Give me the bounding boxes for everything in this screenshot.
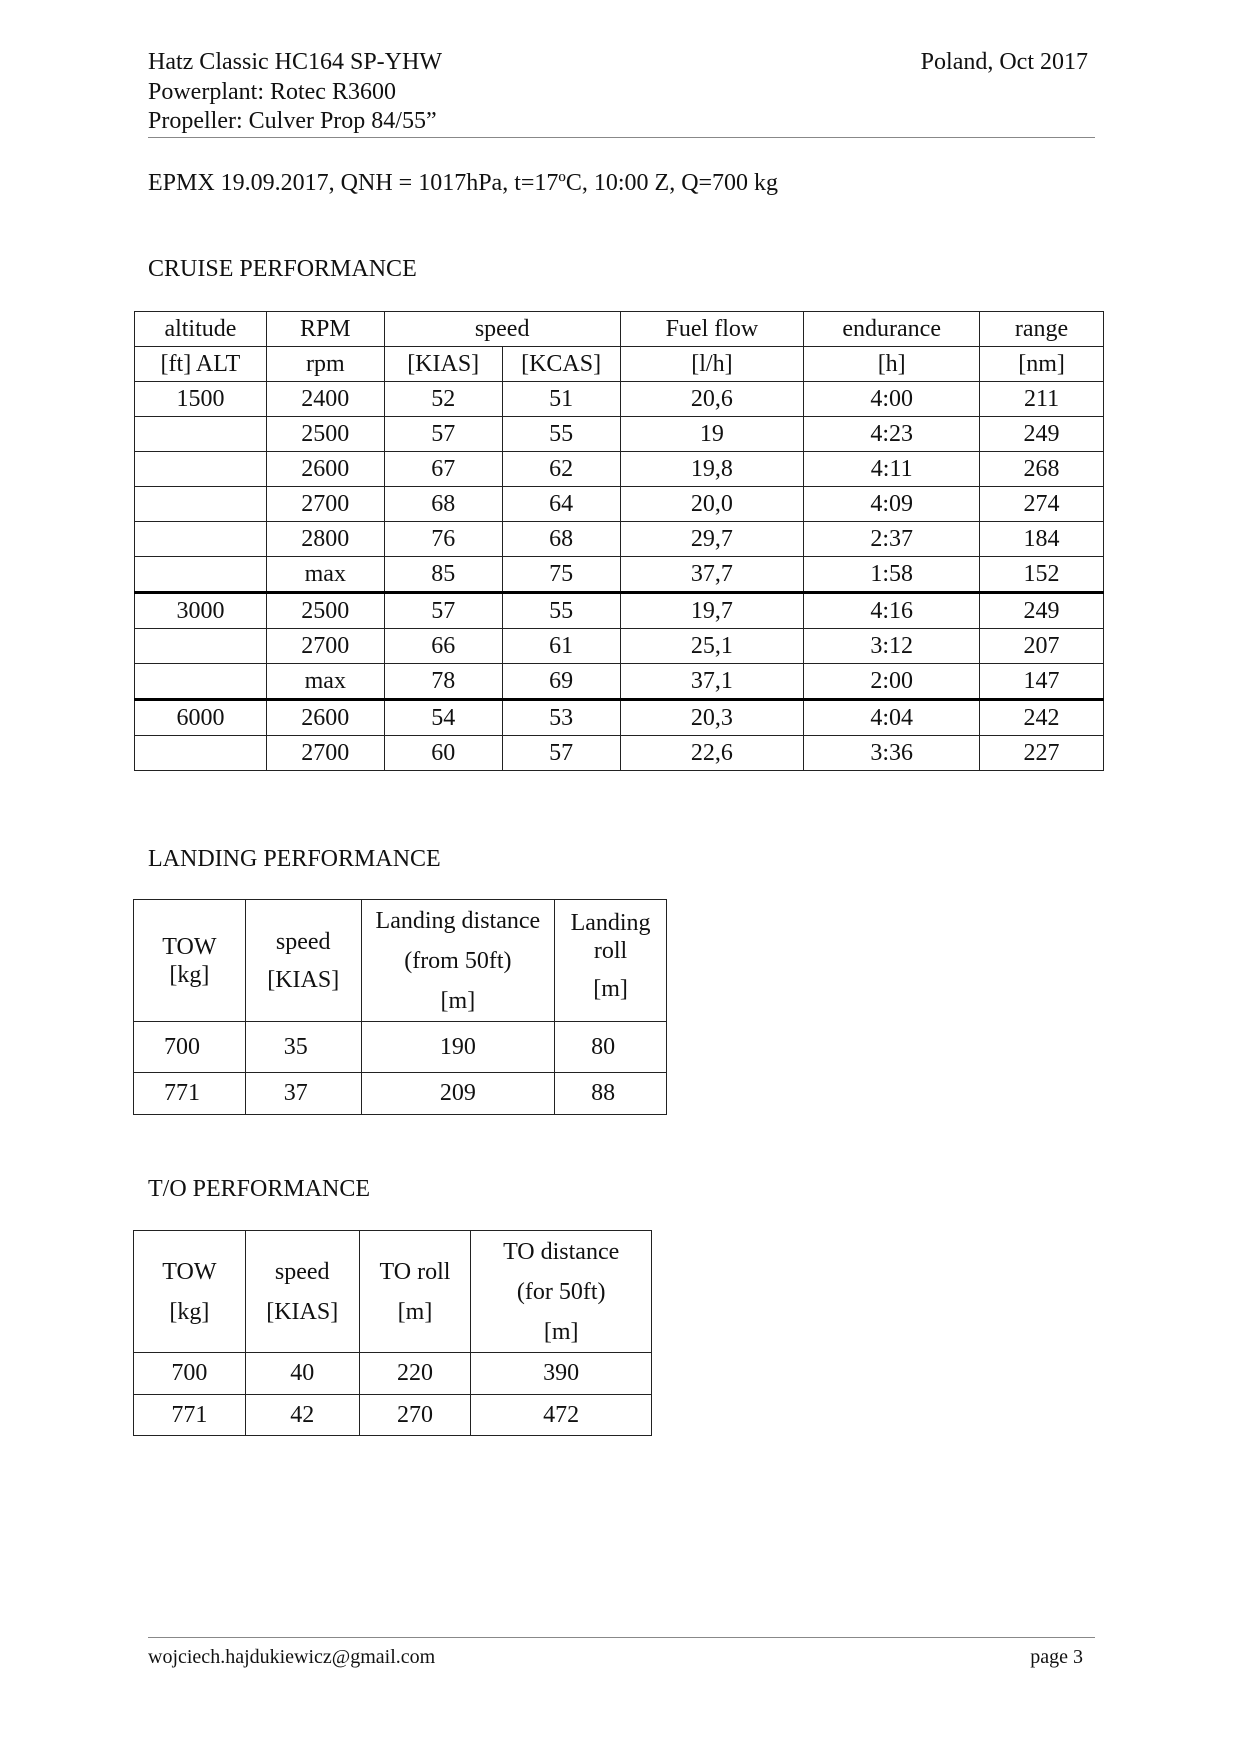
- cell-kcas: 55: [502, 417, 620, 452]
- landing-table: [133, 899, 667, 1115]
- cell-altitude: [135, 736, 267, 771]
- col-speed: speed: [384, 312, 620, 347]
- cell-endurance: 4:00: [804, 382, 980, 417]
- table-row: [134, 1073, 667, 1115]
- cell-kias: 66: [384, 629, 502, 664]
- header-propeller: Propeller: Culver Prop 84/55”: [148, 108, 437, 134]
- landing-col-speed: [245, 900, 361, 1022]
- cell-tow: 771: [134, 1395, 246, 1436]
- label-speed-unit: [KIAS]: [267, 966, 340, 993]
- takeoff-col-tow: [134, 1231, 246, 1353]
- takeoff-col-distance: [471, 1231, 652, 1353]
- cell-rpm: 2500: [266, 593, 384, 629]
- cell-speed: 37: [245, 1073, 361, 1115]
- cell-altitude: 6000: [135, 700, 267, 736]
- cell-endurance: 4:04: [804, 700, 980, 736]
- table-row: [135, 452, 1104, 487]
- cell-landing-roll: 88: [555, 1073, 667, 1115]
- cell-kias: 68: [384, 487, 502, 522]
- label-for-50ft: (for 50ft): [516, 1278, 606, 1305]
- table-row: [135, 593, 1104, 629]
- cruise-header-row: [135, 312, 1104, 347]
- unit-endurance: [h]: [804, 347, 980, 382]
- cell-altitude: [135, 664, 267, 700]
- cell-fuel-flow: 19: [620, 417, 804, 452]
- cell-fuel-flow: 37,7: [620, 557, 804, 593]
- unit-range: [nm]: [980, 347, 1104, 382]
- cell-to-roll: 220: [359, 1353, 471, 1395]
- cell-landing-distance: 209: [361, 1073, 555, 1115]
- cell-rpm: 2500: [266, 417, 384, 452]
- landing-title: LANDING PERFORMANCE: [148, 846, 441, 872]
- header-rule: [148, 137, 1095, 138]
- header-powerplant: Powerplant: Rotec R3600: [148, 79, 396, 105]
- label-to-roll: TO roll: [379, 1258, 451, 1285]
- cell-altitude: [135, 557, 267, 593]
- cell-kias: 57: [384, 417, 502, 452]
- unit-kcas: [KCAS]: [502, 347, 620, 382]
- label-speed: speed: [274, 1258, 330, 1285]
- cell-kias: 67: [384, 452, 502, 487]
- label-speed: speed: [275, 928, 331, 955]
- cruise-title: CRUISE PERFORMANCE: [148, 256, 417, 282]
- takeoff-header-row: [134, 1231, 652, 1353]
- test-conditions: EPMX 19.09.2017, QNH = 1017hPa, t=17ºC, 10:00 Z, Q=700 kg: [148, 170, 779, 196]
- cell-rpm: max: [266, 557, 384, 593]
- cell-kcas: 68: [502, 522, 620, 557]
- table-row: [135, 417, 1104, 452]
- label-distance-unit: [m]: [440, 987, 476, 1014]
- unit-rpm: rpm: [266, 347, 384, 382]
- cell-fuel-flow: 25,1: [620, 629, 804, 664]
- table-row: [135, 557, 1104, 593]
- cell-range: 147: [980, 664, 1104, 700]
- cell-to-distance: 472: [471, 1395, 652, 1436]
- cell-fuel-flow: 20,6: [620, 382, 804, 417]
- cell-endurance: 1:58: [804, 557, 980, 593]
- cell-speed: 42: [245, 1395, 359, 1436]
- cell-endurance: 4:16: [804, 593, 980, 629]
- table-row: [134, 1022, 667, 1073]
- cell-tow: 700: [134, 1022, 246, 1073]
- landing-header-row: [134, 900, 667, 1022]
- cell-kcas: 57: [502, 736, 620, 771]
- cell-kias: 54: [384, 700, 502, 736]
- cell-rpm: max: [266, 664, 384, 700]
- cell-altitude: [135, 629, 267, 664]
- label-to-distance: TO distance: [503, 1238, 620, 1265]
- cell-kcas: 75: [502, 557, 620, 593]
- cell-altitude: [135, 522, 267, 557]
- landing-col-roll: [555, 900, 667, 1022]
- cell-range: 268: [980, 452, 1104, 487]
- cell-kcas: 51: [502, 382, 620, 417]
- footer-rule: [148, 1637, 1095, 1638]
- landing-col-tow: [134, 900, 246, 1022]
- footer-email: wojciech.hajdukiewicz@gmail.com: [148, 1646, 436, 1668]
- cell-speed: 35: [245, 1022, 361, 1073]
- cell-endurance: 2:00: [804, 664, 980, 700]
- label-tow-unit: [kg]: [169, 961, 210, 988]
- label-landing: Landing: [570, 909, 651, 936]
- cell-kcas: 55: [502, 593, 620, 629]
- label-tow: TOW: [162, 1258, 217, 1285]
- cell-endurance: 4:09: [804, 487, 980, 522]
- header-location-date: Poland, Oct 2017: [920, 49, 1088, 75]
- cell-kias: 76: [384, 522, 502, 557]
- cell-kias: 85: [384, 557, 502, 593]
- label-roll: roll: [593, 937, 628, 964]
- footer-page-number: page 3: [1030, 1646, 1083, 1668]
- cell-endurance: 3:36: [804, 736, 980, 771]
- cell-fuel-flow: 22,6: [620, 736, 804, 771]
- cell-kias: 60: [384, 736, 502, 771]
- unit-kias: [KIAS]: [384, 347, 502, 382]
- col-rpm: RPM: [266, 312, 384, 347]
- cell-rpm: 2700: [266, 629, 384, 664]
- takeoff-col-speed: [245, 1231, 359, 1353]
- cell-endurance: 3:12: [804, 629, 980, 664]
- col-fuel-flow: Fuel flow: [620, 312, 804, 347]
- cell-range: 207: [980, 629, 1104, 664]
- label-roll-unit: [m]: [593, 975, 628, 1002]
- cell-range: 184: [980, 522, 1104, 557]
- col-endurance: endurance: [804, 312, 980, 347]
- cell-kcas: 61: [502, 629, 620, 664]
- cell-altitude: [135, 487, 267, 522]
- table-row: [135, 522, 1104, 557]
- takeoff-col-roll: [359, 1231, 471, 1353]
- cell-range: 227: [980, 736, 1104, 771]
- cell-range: 274: [980, 487, 1104, 522]
- cell-altitude: [135, 452, 267, 487]
- cell-endurance: 4:23: [804, 417, 980, 452]
- cell-altitude: 3000: [135, 593, 267, 629]
- cell-rpm: 2600: [266, 452, 384, 487]
- cell-fuel-flow: 37,1: [620, 664, 804, 700]
- cell-kias: 57: [384, 593, 502, 629]
- cell-altitude: 1500: [135, 382, 267, 417]
- landing-col-distance: [361, 900, 555, 1022]
- cell-kcas: 53: [502, 700, 620, 736]
- cruise-units-row: [135, 347, 1104, 382]
- cruise-table: [134, 311, 1104, 771]
- col-altitude: altitude: [135, 312, 267, 347]
- table-row: [135, 664, 1104, 700]
- unit-altitude: [ft] ALT: [135, 347, 267, 382]
- cell-range: 152: [980, 557, 1104, 593]
- table-row: [135, 736, 1104, 771]
- cell-to-roll: 270: [359, 1395, 471, 1436]
- label-landing-distance: Landing distance: [375, 907, 541, 934]
- cell-to-distance: 390: [471, 1353, 652, 1395]
- cell-kcas: 69: [502, 664, 620, 700]
- cell-range: 249: [980, 417, 1104, 452]
- cell-fuel-flow: 29,7: [620, 522, 804, 557]
- cell-fuel-flow: 19,8: [620, 452, 804, 487]
- header-aircraft: Hatz Classic HC164 SP-YHW: [148, 49, 442, 75]
- cell-range: 249: [980, 593, 1104, 629]
- table-row: [134, 1353, 652, 1395]
- label-distance-unit: [m]: [543, 1318, 579, 1345]
- table-row: [135, 487, 1104, 522]
- label-from-50ft: (from 50ft): [404, 947, 512, 974]
- cell-kias: 52: [384, 382, 502, 417]
- col-range: range: [980, 312, 1104, 347]
- table-row: [135, 700, 1104, 736]
- cell-kcas: 62: [502, 452, 620, 487]
- cell-kias: 78: [384, 664, 502, 700]
- label-speed-unit: [KIAS]: [266, 1298, 339, 1325]
- cell-rpm: 2400: [266, 382, 384, 417]
- label-tow: TOW: [162, 933, 217, 960]
- takeoff-title: T/O PERFORMANCE: [148, 1176, 371, 1202]
- label-tow-unit: [kg]: [169, 1298, 210, 1325]
- cell-endurance: 4:11: [804, 452, 980, 487]
- label-roll-unit: [m]: [397, 1298, 433, 1325]
- cell-rpm: 2800: [266, 522, 384, 557]
- cell-tow: 700: [134, 1353, 246, 1395]
- cell-rpm: 2600: [266, 700, 384, 736]
- takeoff-table: [133, 1230, 652, 1436]
- cell-kcas: 64: [502, 487, 620, 522]
- cell-endurance: 2:37: [804, 522, 980, 557]
- table-row: [135, 382, 1104, 417]
- cell-range: 242: [980, 700, 1104, 736]
- cell-speed: 40: [245, 1353, 359, 1395]
- cell-landing-distance: 190: [361, 1022, 555, 1073]
- cell-fuel-flow: 20,0: [620, 487, 804, 522]
- table-row: [135, 629, 1104, 664]
- table-row: [134, 1395, 652, 1436]
- unit-fuel-flow: [l/h]: [620, 347, 804, 382]
- cell-fuel-flow: 20,3: [620, 700, 804, 736]
- cell-altitude: [135, 417, 267, 452]
- cell-rpm: 2700: [266, 487, 384, 522]
- cell-tow: 771: [134, 1073, 246, 1115]
- cell-rpm: 2700: [266, 736, 384, 771]
- cell-fuel-flow: 19,7: [620, 593, 804, 629]
- cell-landing-roll: 80: [555, 1022, 667, 1073]
- cell-range: 211: [980, 382, 1104, 417]
